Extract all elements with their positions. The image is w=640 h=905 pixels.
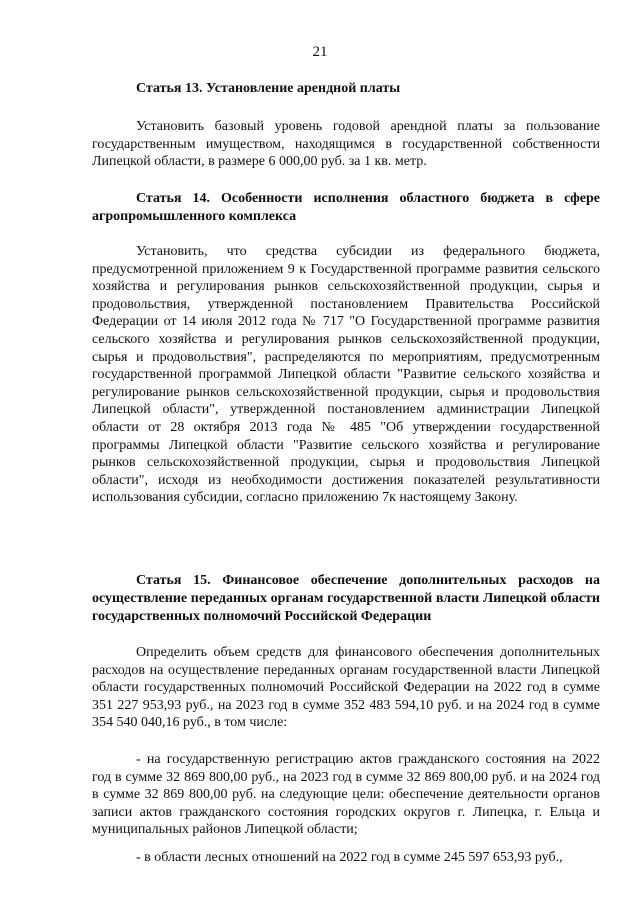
article-13-heading: Статья 13. Установление арендной платы — [136, 81, 401, 96]
article-13-text: Установить базовый уровень годовой арендной платы за пользование государственным имуществом, находящимся в государственной собственности Липецкой области, в размере 6 000,00 руб. за 1 кв. метр. — [92, 119, 600, 170]
article-15-text: Определить объем средств для финансового обеспечения дополнительных расходов на осуществление переданных органам государственной власти Липецкой области государственных полномочий Российской Федерации на 2022 год в сумме 351 227 953,93 руб., на 2023 год в сумме 352 483 594,10 руб. и на 2024 год в сумме 354 540 040,16 руб., в том числе: — [92, 645, 600, 731]
page-number: 21 — [312, 44, 328, 60]
list-item: - на государственную регистрацию актов гражданского состояния на 2022 год в сумме 32 869 800,00 руб., на 2023 год в сумме 32 869 800,00 руб. и на 2024 год в сумме 32 869 800,00 руб. на следующие цели: обеспечение деятельности органов записи актов гражданского состояния городских округов г. Липецка, г. Ельца и муниципальных районов Липецкой области; — [92, 752, 600, 838]
article-15-heading: Статья 15. Финансовое обеспечение дополнительных расходов на осуществление переданных органам государственной власти Липецкой области государственных полномочий Российской Федерации — [92, 573, 600, 624]
list-item: - в области лесных отношений на 2022 год в сумме 245 597 653,93 руб., — [136, 850, 563, 865]
article-14-text: Установить, что средства субсидии из федерального бюджета, предусмотренной приложением 9 к Государственной программе развития сельского хозяйства и регулирования рынков сельскохозяйственной продукции, сырья и продовольствия, утвержденной постановлением Правительства Российской Федерации от 14 июля 2012 года № 717 "О Государственной программе развития сельского хозяйства и регулирования рынков сельскохозяйственной продукции, сырья и продовольствия", распределяются по мероприятиям, предусмотренным государственной программой Липецкой области "Развитие сельского хозяйства и регулирование рынков сельскохозяйственной продукции, сырья и продовольствия Липецкой области", утвержденной постановлением администрации Липецкой области от 28 октября 2013 года № 485 "Об утверждении государственной программы Липецкой области "Развитие сельского хозяйства и регулирование рынков сельскохозяйственной продукции, сырья и продовольствия Липецкой области", исходя из необходимости достижения показателей результативности использования субсидии, согласно приложению 7к настоящему Закону. — [92, 244, 600, 506]
article-14-heading: Статья 14. Особенности исполнения областного бюджета в сфере агропромышленного комплекса — [92, 191, 600, 224]
